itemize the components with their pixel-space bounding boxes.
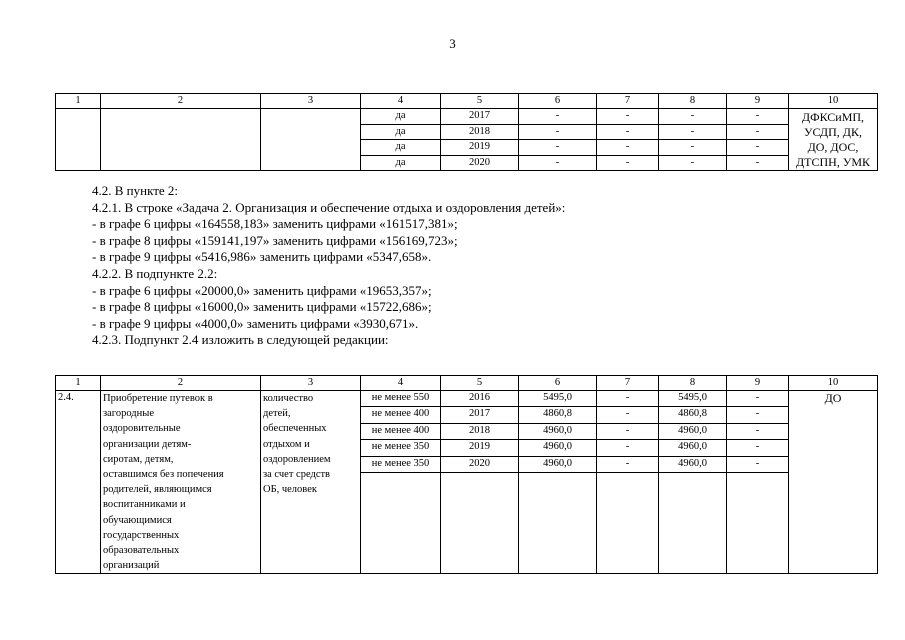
indicator-line: ОБ, человек xyxy=(263,484,317,496)
value-cell: 5495,0 xyxy=(659,391,727,407)
executor-line: ДО, ДОС, xyxy=(807,140,859,154)
value-cell: 4960,0 xyxy=(519,440,597,456)
desc-line: загородные xyxy=(103,408,154,420)
column-header: 9 xyxy=(727,94,789,109)
value-cell: - xyxy=(519,155,597,171)
amendment-text xyxy=(92,183,872,349)
year-cell: 2016 xyxy=(441,391,519,407)
paragraph: 4.2.2. В подпункте 2.2: xyxy=(92,265,218,281)
value-cell: 5495,0 xyxy=(519,391,597,407)
value-cell: - xyxy=(519,124,597,140)
column-header: 5 xyxy=(441,376,519,391)
item-number: 2.4. xyxy=(56,391,101,574)
empty-cell xyxy=(441,473,519,574)
indicator-value: не менее 400 xyxy=(361,407,441,423)
column-header: 7 xyxy=(597,94,659,109)
indicator-line: обеспеченных xyxy=(263,423,327,435)
year-cell: 2019 xyxy=(441,140,519,156)
indicator-value: не менее 350 xyxy=(361,456,441,473)
column-header: 6 xyxy=(519,376,597,391)
value-cell: 4960,0 xyxy=(659,456,727,473)
empty-cell xyxy=(727,473,789,574)
column-header: 2 xyxy=(101,94,261,109)
column-header: 3 xyxy=(261,376,361,391)
paragraph: - в графе 8 цифры «159141,197» заменить цифрами «156169,723»; xyxy=(92,232,458,248)
value-cell: 4860,8 xyxy=(659,407,727,423)
value-cell: 4960,0 xyxy=(519,456,597,473)
paragraph: 4.2.1. В строке «Задача 2. Организация и обеспечение отдыха и оздоровления детей»: xyxy=(92,199,566,215)
value-cell: - xyxy=(727,440,789,456)
table-row xyxy=(56,391,878,407)
value-cell: - xyxy=(597,109,659,125)
indicator-value: не менее 550 xyxy=(361,391,441,407)
column-header: 1 xyxy=(56,376,101,391)
column-header: 4 xyxy=(361,94,441,109)
value-cell: - xyxy=(727,423,789,439)
year-cell: 2018 xyxy=(441,423,519,439)
executors-cell xyxy=(789,109,878,171)
indicator-value: не менее 350 xyxy=(361,440,441,456)
value-cell: - xyxy=(597,391,659,407)
desc-line: воспитанниками и xyxy=(103,499,186,511)
year-cell: 2018 xyxy=(441,124,519,140)
indicator-value: не менее 400 xyxy=(361,423,441,439)
desc-line: сиротам, детям, xyxy=(103,453,174,465)
value-cell: - xyxy=(597,155,659,171)
indicator-line: отдыхом и xyxy=(263,438,310,450)
column-header: 6 xyxy=(519,94,597,109)
value-cell: - xyxy=(519,109,597,125)
indicator-name xyxy=(261,391,361,574)
value-cell: - xyxy=(659,124,727,140)
desc-line: оставшимся без попечения xyxy=(103,469,224,481)
empty-cell xyxy=(519,473,597,574)
value-cell: - xyxy=(597,124,659,140)
value-cell: - xyxy=(597,456,659,473)
desc-line: оздоровительные xyxy=(103,423,181,435)
desc-line: организации детям- xyxy=(103,438,192,450)
table-continuation xyxy=(55,93,878,171)
paragraph: 4.2.3. Подпункт 2.4 изложить в следующей редакции: xyxy=(92,332,389,348)
value-cell: - xyxy=(597,140,659,156)
column-header: 3 xyxy=(261,94,361,109)
table-header-row xyxy=(56,94,878,109)
value-cell: - xyxy=(519,140,597,156)
column-header: 2 xyxy=(101,376,261,391)
column-header: 10 xyxy=(789,376,878,391)
indicator-value: да xyxy=(361,140,441,156)
column-header: 4 xyxy=(361,376,441,391)
executor-cell: ДО xyxy=(789,391,878,574)
column-header: 7 xyxy=(597,376,659,391)
year-cell: 2019 xyxy=(441,440,519,456)
paragraph: - в графе 6 цифры «164558,183» заменить цифрами «161517,381»; xyxy=(92,216,458,232)
item-description xyxy=(101,391,261,574)
executor-line: ДТСПН, УМК xyxy=(795,155,871,169)
indicator-value: да xyxy=(361,124,441,140)
paragraph: - в графе 9 цифры «5416,986» заменить цифрами «5347,658». xyxy=(92,249,432,265)
paragraph: - в графе 6 цифры «20000,0» заменить цифрами «19653,357»; xyxy=(92,282,432,298)
value-cell: - xyxy=(727,391,789,407)
empty-cell xyxy=(56,109,101,171)
year-cell: 2017 xyxy=(441,407,519,423)
indicator-value: да xyxy=(361,155,441,171)
paragraph: - в графе 9 цифры «4000,0» заменить цифрами «3930,671». xyxy=(92,315,419,331)
paragraph: - в графе 8 цифры «16000,0» заменить цифрами «15722,686»; xyxy=(92,299,432,315)
desc-line: организаций xyxy=(103,560,160,572)
value-cell: 4960,0 xyxy=(659,440,727,456)
year-cell: 2020 xyxy=(441,456,519,473)
value-cell: - xyxy=(659,109,727,125)
table-row xyxy=(56,109,878,125)
executor-line: УСДП, ДК, xyxy=(804,125,862,139)
value-cell: 4860,8 xyxy=(519,407,597,423)
value-cell: - xyxy=(597,423,659,439)
desc-line: обучающимися xyxy=(103,514,172,526)
column-header: 8 xyxy=(659,376,727,391)
empty-cell xyxy=(659,473,727,574)
indicator-line: детей, xyxy=(263,408,291,420)
year-cell: 2017 xyxy=(441,109,519,125)
value-cell: - xyxy=(727,109,789,125)
value-cell: - xyxy=(597,440,659,456)
empty-cell xyxy=(597,473,659,574)
page-number: 3 xyxy=(449,36,456,51)
value-cell: - xyxy=(727,140,789,156)
year-cell: 2020 xyxy=(441,155,519,171)
column-header: 5 xyxy=(441,94,519,109)
table-subitem-2-4 xyxy=(55,375,878,574)
executor-line: ДФКСиМП, xyxy=(801,110,865,124)
value-cell: - xyxy=(727,124,789,140)
empty-cell xyxy=(361,473,441,574)
indicator-line: оздоровлением xyxy=(263,453,331,465)
value-cell: - xyxy=(727,155,789,171)
column-header: 8 xyxy=(659,94,727,109)
indicator-value: да xyxy=(361,109,441,125)
paragraph: 4.2. В пункте 2: xyxy=(92,183,179,198)
column-header: 10 xyxy=(789,94,878,109)
desc-line: родителей, являющимся xyxy=(103,484,212,496)
value-cell: - xyxy=(659,155,727,171)
value-cell: 4960,0 xyxy=(659,423,727,439)
value-cell: - xyxy=(659,140,727,156)
value-cell: - xyxy=(597,407,659,423)
desc-line: образовательных xyxy=(103,545,180,557)
indicator-line: количество xyxy=(263,393,314,404)
empty-cell xyxy=(101,109,261,171)
column-header: 9 xyxy=(727,376,789,391)
value-cell: - xyxy=(727,456,789,473)
column-header: 1 xyxy=(56,94,101,109)
indicator-line: за счет средств xyxy=(263,469,331,481)
desc-line: Приобретение путевок в xyxy=(103,393,213,404)
desc-line: государственных xyxy=(103,529,180,541)
table-header-row xyxy=(56,376,878,391)
empty-cell xyxy=(261,109,361,171)
value-cell: - xyxy=(727,407,789,423)
value-cell: 4960,0 xyxy=(519,423,597,439)
